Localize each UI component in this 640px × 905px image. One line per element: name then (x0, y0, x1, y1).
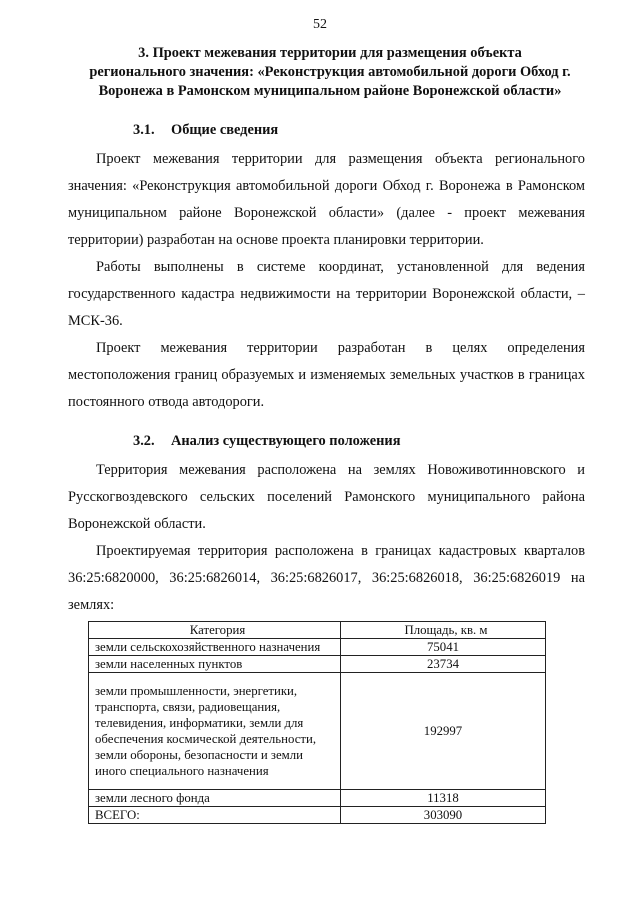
category-cell: земли населенных пунктов (89, 656, 341, 673)
document-title-line: регионального значения: «Реконструкция автомобильной дороги Обход г. (89, 64, 571, 80)
column-header-category: Категория (89, 622, 341, 639)
document-title-line: Воронежа в Рамонском муниципальном районе Воронежской области» (98, 83, 562, 99)
area-cell: 75041 (341, 639, 546, 656)
table-row (89, 656, 546, 673)
category-cell: земли сельскохозяйственного назначения (89, 639, 341, 656)
land-category-table (88, 621, 546, 824)
section-heading-3-2 (133, 432, 401, 450)
section-heading-3-1 (133, 121, 278, 139)
document-title (70, 44, 590, 101)
table-row (89, 639, 546, 656)
table-row (89, 790, 546, 807)
total-label-cell: ВСЕГО: (89, 807, 341, 824)
paragraph: Проектируемая территория расположена в границах кадастровых кварталов 36:25:6820000, 36:25:6826014, 36:25:6826017, 36:25:6826018, 36:25:6826019 на землях: (68, 543, 585, 613)
section-title: Общие сведения (171, 122, 279, 138)
column-header-area: Площадь, кв. м (341, 622, 546, 639)
section-title: Анализ существующего положения (171, 433, 401, 449)
table-row (89, 673, 546, 790)
paragraph: Проект межевания территории разработан в целях определения местоположения границ образуемых и изменяемых земельных участков в границах постоянного отвода автодороги. (68, 340, 585, 410)
table-header-row (89, 622, 546, 639)
paragraph: Территория межевания расположена на землях Новоживотинновского и Русскогвоздевского сельских поселений Рамонского муниципального района Воронежской области. (68, 462, 585, 532)
total-area-cell: 303090 (341, 807, 546, 824)
category-cell: земли промышленности, энергетики, транспорта, связи, радиовещания, телевидения, информатики, земли для обеспечения космической деятельности, земли обороны, безопасности и земли иного специального назначения (89, 673, 341, 790)
document-title-line: 3. Проект межевания территории для размещения объекта (138, 45, 522, 61)
category-cell: земли лесного фонда (89, 790, 341, 807)
table-total-row (89, 807, 546, 824)
section-number: 3.2. (133, 433, 155, 449)
area-cell: 192997 (341, 673, 546, 790)
area-cell: 23734 (341, 656, 546, 673)
page-number: 52 (313, 17, 327, 32)
section-3-2-body (68, 457, 585, 619)
paragraph: Работы выполнены в системе координат, установленной для ведения государственного кадастра недвижимости на территории Воронежской области, – МСК-36. (68, 259, 585, 329)
section-3-1-body (68, 146, 585, 416)
area-cell: 11318 (341, 790, 546, 807)
paragraph: Проект межевания территории для размещения объекта регионального значения: «Реконструкция автомобильной дороги Обход г. Воронежа в Рамонском муниципальном районе Воронежской области» (далее - проект межевания территории) разработан на основе проекта планировки территории. (68, 151, 585, 248)
section-number: 3.1. (133, 122, 155, 138)
